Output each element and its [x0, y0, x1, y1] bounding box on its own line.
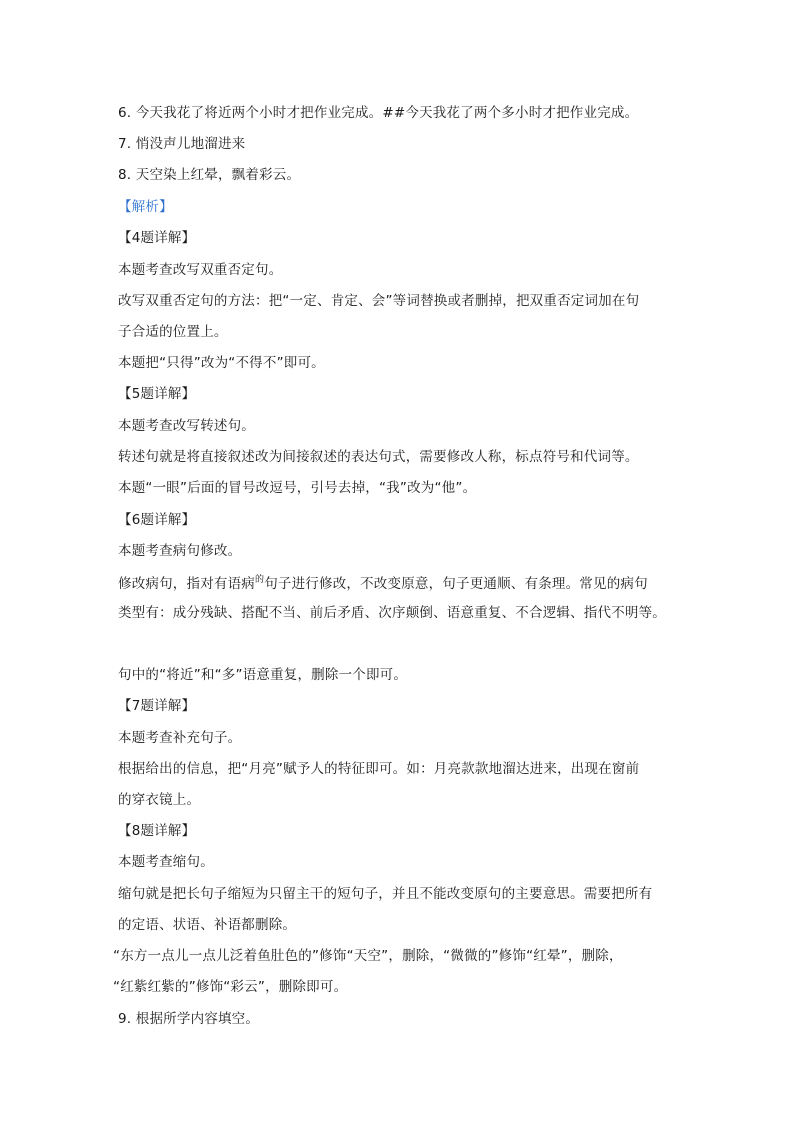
- q7-line-1: 本题考查补充句子。: [118, 730, 242, 746]
- answer-6: 6. 今天我花了将近两个小时才把作业完成。##今天我花了两个多小时才把作业完成。: [118, 105, 639, 121]
- q4-line-1: 本题考查改写双重否定句。: [118, 262, 283, 278]
- q6-line-2-superscript: 的: [255, 575, 265, 585]
- q8-line-4: “东方一点儿一点儿泛着鱼肚色的”修饰“天空”，删除，“微微的”修饰“红晕”，删除，: [113, 948, 623, 964]
- q4-line-4: 本题把“只得”改为“不得不”即可。: [118, 355, 325, 371]
- analysis-heading: 【解析】: [118, 199, 173, 215]
- q8-line-5: “红紫红紫的”修饰“彩云”，删除即可。: [113, 979, 348, 995]
- q5-line-1: 本题考查改写转述句。: [118, 418, 255, 434]
- q5-line-3: 本题“一眼”后面的冒号改逗号，引号去掉，“我”改为“他”。: [118, 480, 477, 496]
- answer-8: 8. 天空染上红晕，飘着彩云。: [118, 167, 301, 183]
- q6-heading: 【6题详解】: [118, 512, 196, 528]
- q8-line-1: 本题考查缩句。: [118, 854, 214, 870]
- q6-line-2: [118, 575, 648, 595]
- q9-line: 9. 根据所学内容填空。: [118, 1011, 260, 1027]
- q6-line-1: 本题考查病句修改。: [118, 543, 242, 559]
- answer-7: 7. 悄没声儿地溜进来: [118, 136, 246, 152]
- q6-line-4: 句中的“将近”和“多”语意重复，删除一个即可。: [118, 667, 408, 683]
- q4-heading: 【4题详解】: [118, 230, 196, 246]
- q6-line-2-post: 句子进行修改，不改变原意，句子更通顺、有条理。常见的病句: [264, 576, 648, 592]
- q5-line-2: 转述句就是将直接叙述改为间接叙述的表达句式，需要修改人称，标点符号和代词等。: [118, 449, 639, 465]
- q8-line-3: 的定语、状语、补语都删除。: [118, 917, 297, 933]
- q4-line-3: 子合适的位置上。: [118, 324, 228, 340]
- q8-heading: 【8题详解】: [118, 823, 196, 839]
- q8-line-2: 缩句就是把长句子缩短为只留主干的短句子，并且不能改变原句的主要意思。需要把所有: [118, 886, 653, 902]
- q5-heading: 【5题详解】: [118, 386, 196, 402]
- q6-line-3: 类型有：成分残缺、搭配不当、前后矛盾、次序颠倒、语意重复、不合逻辑、指代不明等。: [118, 605, 666, 621]
- q7-heading: 【7题详解】: [118, 698, 196, 714]
- q4-line-2: 改写双重否定句的方法：把“一定、肯定、会”等词替换或者删掉，把双重否定词加在句: [118, 293, 640, 309]
- q7-line-3: 的穿衣镜上。: [118, 792, 201, 808]
- q6-line-2-pre: 修改病句，指对有语病: [118, 576, 255, 592]
- q7-line-2: 根据给出的信息，把“月亮”赋予人的特征即可。如：月亮款款地溜达进来，出现在窗前: [118, 761, 640, 777]
